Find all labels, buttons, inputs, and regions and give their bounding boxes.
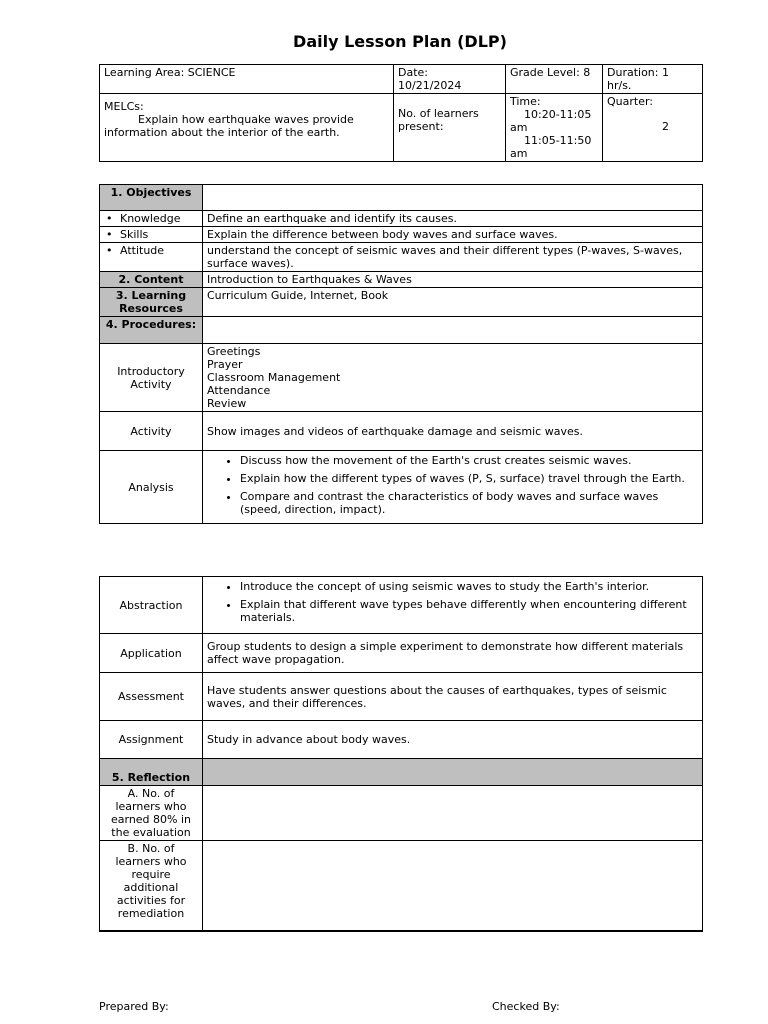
attitude-label: • Attitude — [104, 244, 198, 257]
reflection-value — [203, 759, 703, 786]
melcs-text: Explain how earthquake waves provide information about the interior of the earth. — [104, 113, 354, 139]
analysis-item: • Discuss how the movement of the Earth's crust creates seismic waves. — [240, 454, 698, 467]
quarter-cell — [603, 94, 703, 162]
reflection-a-label: A. No. of learners who earned 80% in the evaluation — [100, 786, 203, 841]
abstraction-item: • Explain that different wave types behave differently when encountering different materials. — [240, 598, 698, 624]
resources-text: Curriculum Guide, Internet, Book — [203, 288, 703, 317]
date-value: 10/21/2024 — [398, 79, 462, 92]
page-title: Daily Lesson Plan (DLP) — [293, 32, 507, 51]
knowledge-label: • Knowledge — [104, 212, 198, 225]
analysis-item: • Compare and contrast the characteristics of body waves and surface waves (speed, direction, impact). — [240, 490, 698, 516]
reflection-b-value — [203, 841, 703, 931]
activity-label: Activity — [100, 412, 203, 451]
analysis-item: • Explain how the different types of waves (P, S, surface) travel through the Earth. — [240, 472, 698, 485]
attitude-cell — [100, 243, 203, 272]
reflection-label: 5. Reflection — [100, 759, 203, 786]
melcs-cell — [100, 94, 394, 162]
date-cell — [394, 65, 506, 94]
date-label: Date: — [398, 66, 428, 79]
header-table — [99, 64, 703, 162]
content-text: Introduction to Earthquakes & Waves — [203, 272, 703, 288]
intro-activity-list — [203, 344, 703, 412]
prepared-by: Prepared By: — [99, 1000, 169, 1013]
assignment-text: Study in advance about body waves. — [203, 721, 703, 759]
checked-by: Checked By: — [492, 1000, 560, 1013]
assessment-label: Assessment — [100, 673, 203, 721]
grade-level: Grade Level: 8 — [506, 65, 603, 94]
skills-label: • Skills — [104, 228, 198, 241]
time-slot-1-ampm: am — [510, 121, 528, 134]
skills-cell — [100, 227, 203, 243]
abstraction-list — [203, 577, 703, 634]
quarter-value: 2 — [662, 120, 669, 133]
procedures-value — [203, 317, 703, 344]
assignment-label: Assignment — [100, 721, 203, 759]
resources-label: 3. Learning Resources — [100, 288, 203, 317]
learning-area: Learning Area: SCIENCE — [100, 65, 394, 94]
learners-present: No. of learners present: — [394, 94, 506, 162]
melcs-label: MELCs: — [104, 100, 144, 113]
assessment-text: Have students answer questions about the causes of earthquakes, types of seismic waves, and their differences. — [203, 673, 703, 721]
intro-item: Attendance — [207, 384, 271, 397]
duration-line2: hr/s. — [607, 79, 632, 92]
objectives-label: 1. Objectives — [100, 185, 203, 211]
attitude-text: understand the concept of seismic waves and their different types (P-waves, S-waves, surface waves). — [203, 243, 703, 272]
analysis-list — [203, 451, 703, 524]
application-label: Application — [100, 634, 203, 673]
lesson-table-2 — [99, 576, 703, 932]
knowledge-cell — [100, 211, 203, 227]
abstraction-item: • Introduce the concept of using seismic waves to study the Earth's interior. — [240, 580, 698, 593]
time-slot-2-ampm: am — [510, 147, 528, 160]
time-slot-2: 11:05-11:50 — [524, 134, 592, 147]
quarter-label: Quarter: — [607, 95, 654, 108]
knowledge-text: Define an earthquake and identify its causes. — [203, 211, 703, 227]
abstraction-label: Abstraction — [100, 577, 203, 634]
application-text: Group students to design a simple experiment to demonstrate how different materials affect wave propagation. — [203, 634, 703, 673]
skills-text: Explain the difference between body waves and surface waves. — [203, 227, 703, 243]
time-slot-1: 10:20-11:05 — [524, 108, 592, 121]
content-label: 2. Content — [100, 272, 203, 288]
intro-item: Greetings — [207, 345, 261, 358]
analysis-label: Analysis — [100, 451, 203, 524]
duration-line1: Duration: 1 — [607, 66, 669, 79]
intro-item: Review — [207, 397, 247, 410]
intro-item: Classroom Management — [207, 371, 341, 384]
objectives-value — [203, 185, 703, 211]
lesson-table-1 — [99, 184, 703, 524]
duration-cell — [603, 65, 703, 94]
reflection-a-value — [203, 786, 703, 841]
time-label: Time: — [510, 95, 541, 108]
procedures-label: 4. Procedures: — [100, 317, 203, 344]
reflection-b-label: B. No. of learners who require additional activities for remediation — [100, 841, 203, 931]
activity-text: Show images and videos of earthquake damage and seismic waves. — [203, 412, 703, 451]
time-cell — [506, 94, 603, 162]
intro-activity-label: Introductory Activity — [100, 344, 203, 412]
intro-item: Prayer — [207, 358, 243, 371]
